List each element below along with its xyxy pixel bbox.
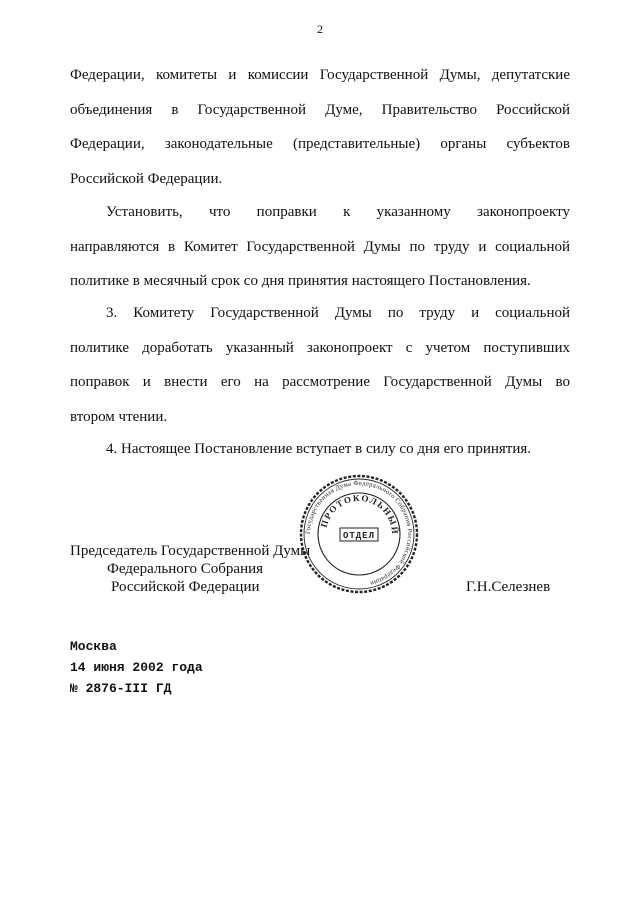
- paragraph-3: [70, 296, 570, 434]
- stamp-center-text: ОТДЕЛ: [342, 531, 376, 541]
- text-line: направляются в Комитет Государственной Думы по труду и социальной: [70, 238, 570, 255]
- paragraph-2: [70, 195, 570, 299]
- text-line: втором чтении.: [70, 408, 168, 425]
- text-line: Российской Федерации.: [70, 170, 223, 187]
- signature-title-line-3: Российской Федерации: [111, 579, 260, 595]
- text-line: 3. Комитету Государственной Думы по труду и социальной: [106, 305, 570, 321]
- page-number: 2: [317, 22, 323, 36]
- text-line: политике в месячный срок со дня принятия настоящего Постановления.: [70, 273, 531, 289]
- paragraph-4: 4. Настоящее Постановление вступает в силу со дня его принятия.: [106, 441, 532, 457]
- footer-date: 14 июня 2002 года: [70, 660, 203, 675]
- official-stamp: [298, 473, 420, 595]
- text-line: поправок и внести его на рассмотрение Государственной Думы во: [70, 374, 570, 390]
- text-line: Федерации, комитеты и комиссии Государственной Думы, депутатские: [70, 67, 570, 83]
- stamp-inner-text: ПРОТОКОЛЬНЫЙ: [318, 492, 401, 536]
- signature-title-line-1: Председатель Государственной Думы: [70, 543, 311, 559]
- stamp-ring-text: Государственная Дума Федерального Собрания Российской Федерации: [304, 479, 414, 587]
- text-line: политике доработать указанный законопроект с учетом поступивших: [70, 339, 570, 356]
- continuation-paragraph: [70, 58, 570, 196]
- footer-city: Москва: [70, 639, 117, 654]
- document-footer: [70, 636, 203, 699]
- text-line: Федерации, законодательные (представительные) органы субъектов: [70, 136, 570, 152]
- text-line: Установить, что поправки к указанному законопроекту: [106, 204, 570, 220]
- text-line: объединения в Государственной Думе, Правительство Российской: [70, 101, 570, 118]
- footer-number: № 2876-III ГД: [70, 681, 172, 696]
- signatory-name: Г.Н.Селезнев: [466, 579, 551, 595]
- signature-title-line-2: Федерального Собрания: [107, 561, 264, 577]
